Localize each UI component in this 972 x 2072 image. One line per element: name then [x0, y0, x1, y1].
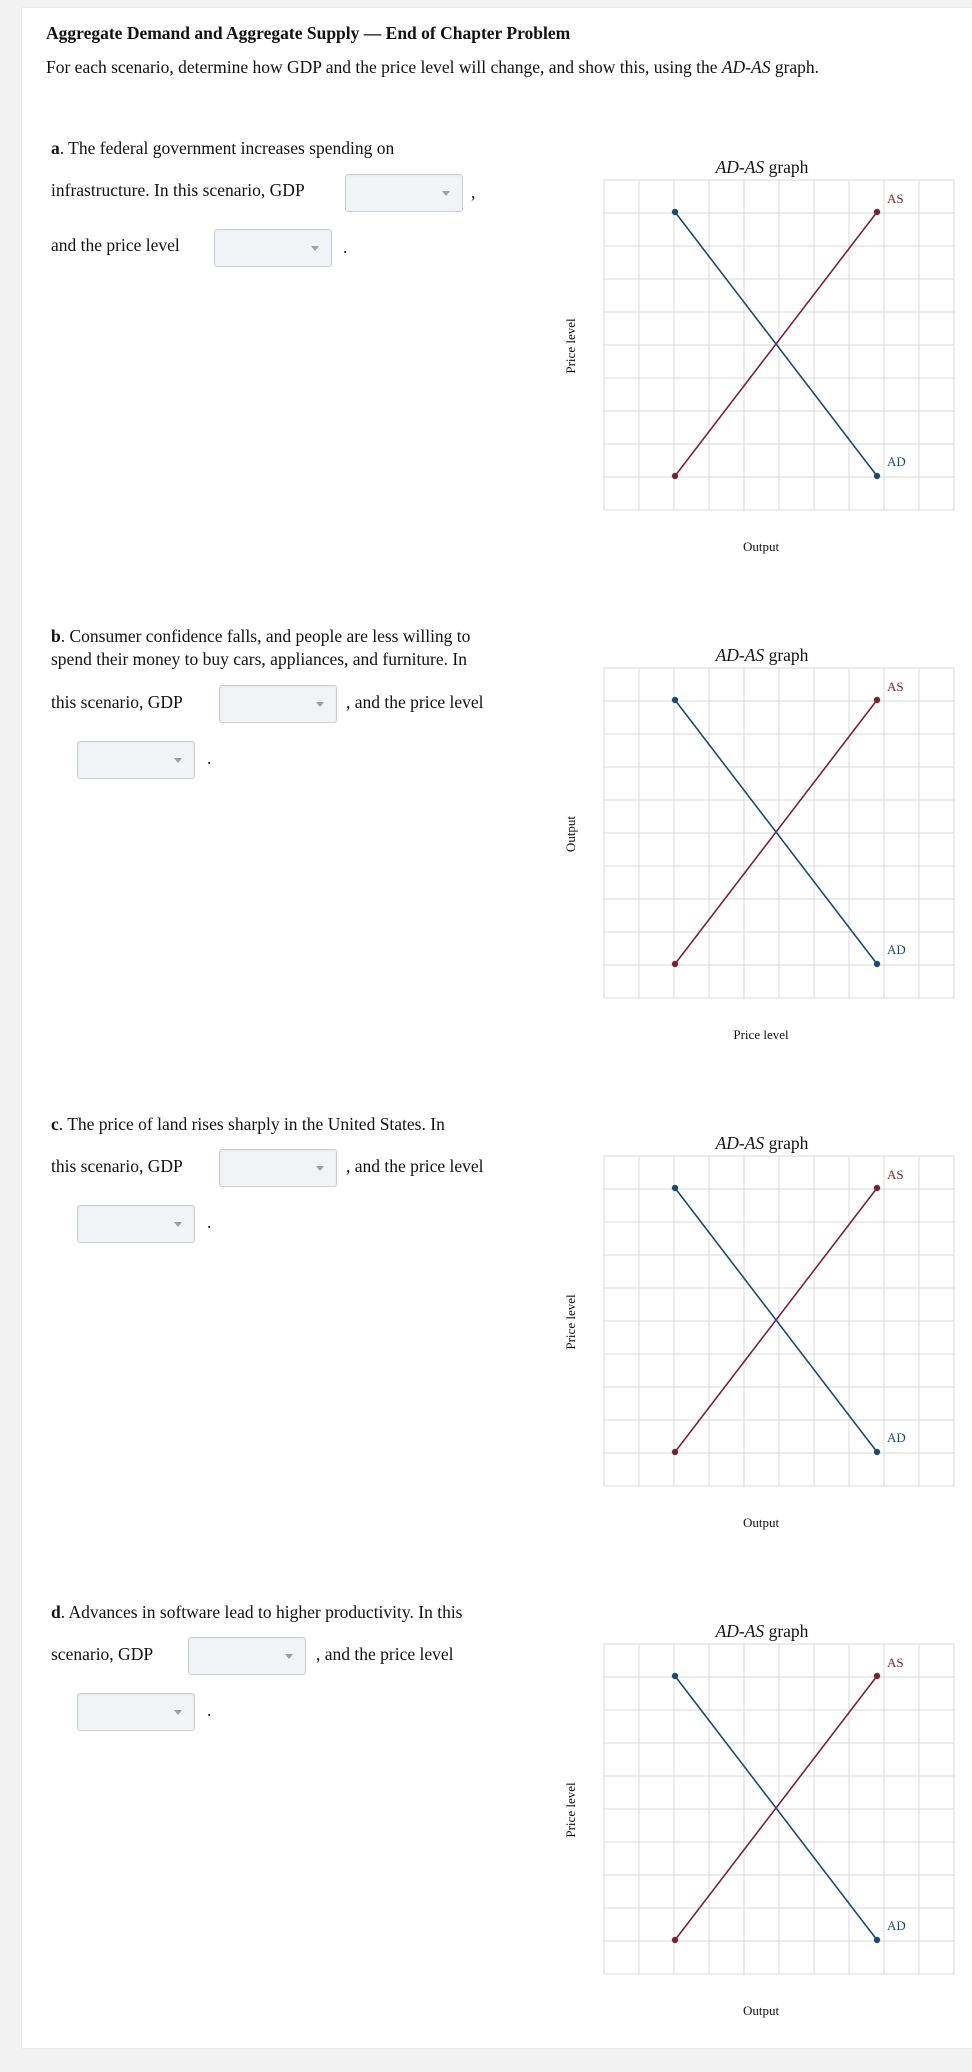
price-level-select[interactable]: [77, 1693, 195, 1731]
as-endpoint: [672, 961, 678, 967]
price-prompt: , and the price level: [316, 1644, 454, 1664]
chevron-down-icon: [311, 246, 319, 251]
as-endpoint: [874, 1185, 880, 1191]
gdp-prompt: this scenario, GDP: [51, 1156, 183, 1176]
problem-letter: d: [51, 1602, 61, 1622]
problem-letter: b: [51, 626, 61, 646]
gdp-select[interactable]: [188, 1637, 306, 1675]
ad-endpoint: [672, 209, 678, 215]
problem-c: [22, 1104, 972, 1584]
ad-endpoint: [874, 1449, 880, 1455]
graph-title-rest: graph: [764, 645, 809, 665]
price-prompt: and the price level: [51, 235, 180, 255]
as-endpoint: [672, 1937, 678, 1943]
graph-title-rest: graph: [764, 157, 809, 177]
ad-as-graph[interactable]: [582, 1639, 962, 2039]
punctuation: .: [207, 1700, 212, 1720]
problem-letter: c: [51, 1114, 59, 1134]
ad-curve-label: AD: [887, 1430, 906, 1445]
punctuation: .: [343, 237, 348, 257]
chevron-down-icon: [174, 1710, 182, 1715]
ad-endpoint: [672, 1185, 678, 1191]
problem-statement: . The price of land rises sharply in the United States. In: [58, 1114, 445, 1134]
ad-endpoint: [874, 473, 880, 479]
chevron-down-icon: [442, 191, 450, 196]
problem-statement-cont: spend their money to buy cars, appliances, and furniture. In: [51, 649, 467, 669]
price-level-select[interactable]: [77, 1205, 195, 1243]
problem-a: [22, 128, 972, 608]
x-axis-label: Output: [742, 539, 780, 554]
gdp-prompt: scenario, GDP: [51, 1644, 154, 1664]
ad-as-graph[interactable]: [582, 663, 962, 1063]
price-level-select[interactable]: [214, 229, 332, 267]
instructions-end: graph.: [770, 57, 820, 77]
chevron-down-icon: [174, 758, 182, 763]
graph-title-em: AD-AS: [715, 1621, 765, 1641]
as-curve-label: AS: [887, 1167, 904, 1182]
chevron-down-icon: [316, 1166, 324, 1171]
instructions-text: For each scenario, determine how GDP and the price level will change, and show this, using the: [46, 57, 722, 77]
chevron-down-icon: [174, 1222, 182, 1227]
problem-statement: . Advances in software lead to higher productivity. In this: [60, 1602, 463, 1622]
as-curve-label: AS: [887, 1655, 904, 1670]
y-axis-label: Price level: [563, 1294, 578, 1350]
as-endpoint: [874, 697, 880, 703]
gdp-select[interactable]: [219, 1149, 337, 1187]
y-axis-label: Price level: [563, 318, 578, 374]
ad-endpoint: [874, 961, 880, 967]
ad-endpoint: [672, 697, 678, 703]
as-endpoint: [672, 473, 678, 479]
as-endpoint: [874, 209, 880, 215]
instructions-em: AD-AS: [721, 57, 771, 77]
chevron-down-icon: [316, 702, 324, 707]
ad-as-graph[interactable]: [582, 175, 962, 575]
x-axis-label: Price level: [733, 1027, 789, 1042]
graph-title-em: AD-AS: [715, 645, 765, 665]
ad-as-graph[interactable]: [582, 1151, 962, 1551]
ad-curve-label: AD: [887, 1918, 906, 1933]
as-curve-label: AS: [887, 679, 904, 694]
problem-d: [22, 1592, 972, 2072]
punctuation: ,: [471, 182, 476, 202]
graph-title-em: AD-AS: [715, 157, 765, 177]
problem-b: [22, 616, 972, 1096]
x-axis-label: Output: [742, 1515, 780, 1530]
instructions: [46, 57, 819, 78]
problem-statement: . The federal government increases spending on: [59, 138, 395, 158]
problem-letter: a: [51, 138, 60, 158]
price-prompt: , and the price level: [346, 692, 484, 712]
ad-curve-label: AD: [887, 942, 906, 957]
gdp-prompt: this scenario, GDP: [51, 692, 183, 712]
punctuation: .: [207, 748, 212, 768]
ad-endpoint: [874, 1937, 880, 1943]
problem-panel: [22, 8, 972, 2048]
page-title: Aggregate Demand and Aggregate Supply — End of Chapter Problem: [46, 23, 571, 43]
problem-statement: . Consumer confidence falls, and people are less willing to: [60, 626, 471, 646]
as-endpoint: [672, 1449, 678, 1455]
gdp-select[interactable]: [345, 174, 463, 212]
chevron-down-icon: [285, 1654, 293, 1659]
gdp-select[interactable]: [219, 685, 337, 723]
as-curve-label: AS: [887, 191, 904, 206]
as-endpoint: [874, 1673, 880, 1679]
x-axis-label: Output: [742, 2003, 780, 2018]
y-axis-label: Output: [563, 815, 578, 853]
graph-title-rest: graph: [764, 1133, 809, 1153]
price-prompt: , and the price level: [346, 1156, 484, 1176]
ad-endpoint: [672, 1673, 678, 1679]
y-axis-label: Price level: [563, 1782, 578, 1838]
price-level-select[interactable]: [77, 741, 195, 779]
graph-title-rest: graph: [764, 1621, 809, 1641]
graph-title-em: AD-AS: [715, 1133, 765, 1153]
ad-curve-label: AD: [887, 454, 906, 469]
gdp-prompt: infrastructure. In this scenario, GDP: [51, 180, 305, 200]
punctuation: .: [207, 1212, 212, 1232]
